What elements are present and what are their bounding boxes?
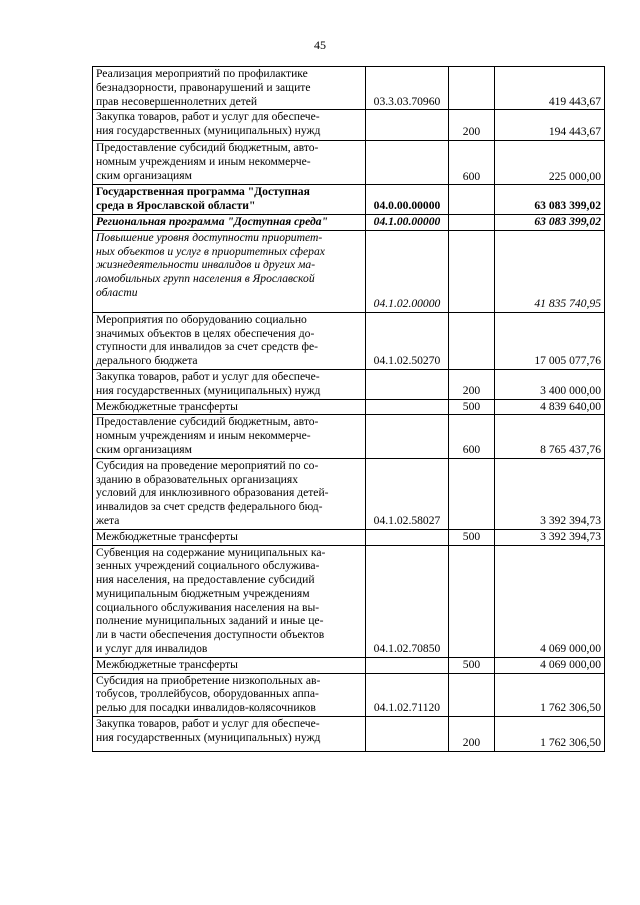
- row-name-line: среда в Ярославской области": [96, 199, 256, 213]
- row-amount: 194 443,67: [495, 110, 605, 141]
- row-name-line: Межбюджетные трансферты: [96, 399, 238, 413]
- row-code: 04.0.00.00000: [366, 185, 449, 215]
- row-name-line: социального обслуживания населения на вы-: [96, 600, 320, 614]
- table-row: [93, 657, 605, 673]
- row-code: 04.1.02.50270: [366, 312, 449, 369]
- row-expense-type: [449, 673, 495, 716]
- row-amount: 4 069 000,00: [495, 657, 605, 673]
- table-row: [93, 67, 605, 110]
- row-code: [366, 415, 449, 458]
- table-row: [93, 529, 605, 545]
- row-name-line: зенных учреждений социального обслужива-: [96, 559, 320, 573]
- row-name: [93, 673, 366, 716]
- row-expense-type: [449, 185, 495, 215]
- row-name-line: Закупка товаров, работ и услуг для обеспече-: [96, 369, 320, 383]
- row-name-line: номным учреждениям и иным некоммерче-: [96, 154, 311, 168]
- row-expense-type: 200: [449, 110, 495, 141]
- row-expense-type: 200: [449, 369, 495, 399]
- row-name-line: области: [96, 285, 138, 299]
- row-code: [366, 717, 449, 752]
- row-name-line: ли в части обеспечения доступности объектов: [96, 628, 325, 642]
- row-amount: 1 762 306,50: [495, 673, 605, 716]
- row-name-line: Повышение уровня доступности приоритет-: [96, 230, 323, 244]
- row-name: [93, 657, 366, 673]
- table-row: [93, 458, 605, 529]
- row-name: [93, 185, 366, 215]
- row-name-line: Региональная программа "Доступная среда": [96, 214, 328, 228]
- row-name-line: номным учреждениям и иным некоммерче-: [96, 429, 311, 443]
- row-name-line: инвалидов за счет средств федерального бюд-: [96, 500, 323, 514]
- table-row: [93, 214, 605, 230]
- row-expense-type: [449, 458, 495, 529]
- row-name-line: ния населения, на предоставление субсидий: [96, 573, 315, 587]
- row-code: [366, 369, 449, 399]
- row-amount: 419 443,67: [495, 67, 605, 110]
- row-code: 04.1.02.58027: [366, 458, 449, 529]
- table-row: [93, 399, 605, 415]
- row-name-line: Предоставление субсидий бюджетным, авто-: [96, 415, 319, 429]
- row-name: [93, 214, 366, 230]
- row-name: [93, 230, 366, 312]
- row-expense-type: [449, 545, 495, 657]
- row-name: [93, 545, 366, 657]
- row-name-line: безнадзорности, правонарушений и защите: [96, 80, 311, 94]
- row-name-line: Мероприятия по оборудованию социально: [96, 312, 307, 326]
- table-row: [93, 230, 605, 312]
- row-amount: 4 839 640,00: [495, 399, 605, 415]
- row-name-line: тобусов, троллейбусов, оборудованных аппа-: [96, 687, 319, 701]
- row-expense-type: 600: [449, 415, 495, 458]
- row-name-line: Закупка товаров, работ и услуг для обеспече-: [96, 717, 320, 731]
- row-name: [93, 415, 366, 458]
- row-name-line: ломобильных групп населения в Ярославской: [96, 272, 315, 286]
- row-name-line: ния государственных (муниципальных) нужд: [96, 383, 321, 397]
- row-code: [366, 399, 449, 415]
- row-name: [93, 458, 366, 529]
- table-row: [93, 312, 605, 369]
- page-number: 45: [314, 38, 326, 52]
- row-name-line: ступности для инвалидов за счет средств фе-: [96, 340, 319, 354]
- row-name: [93, 399, 366, 415]
- row-expense-type: 200: [449, 717, 495, 752]
- row-name-line: Предоставление субсидий бюджетным, авто-: [96, 140, 319, 154]
- table-row: [93, 415, 605, 458]
- row-amount: 63 083 399,02: [495, 214, 605, 230]
- row-name-line: ных объектов и услуг в приоритетных сферах: [96, 244, 325, 258]
- row-name-line: Субсидия на проведение мероприятий по со-: [96, 458, 319, 472]
- row-name-line: Субвенция на содержание муниципальных ка-: [96, 545, 326, 559]
- row-expense-type: [449, 230, 495, 312]
- table-row: [93, 110, 605, 141]
- row-amount: 8 765 437,76: [495, 415, 605, 458]
- row-code: [366, 657, 449, 673]
- row-amount: 4 069 000,00: [495, 545, 605, 657]
- table-row: [93, 545, 605, 657]
- row-name-line: муниципальным бюджетным учреждениям: [96, 586, 310, 600]
- row-name-line: Межбюджетные трансферты: [96, 657, 238, 671]
- table-row: [93, 185, 605, 215]
- row-name-line: условий для инклюзивного образования детей-: [96, 486, 329, 500]
- row-expense-type: [449, 214, 495, 230]
- row-code: [366, 140, 449, 184]
- row-name-line: полнение муниципальных заданий и иные це-: [96, 614, 324, 628]
- row-amount: 225 000,00: [495, 140, 605, 184]
- table-row: [93, 673, 605, 716]
- row-name-line: Реализация мероприятий по профилактике: [96, 67, 308, 80]
- row-name-line: жета: [96, 513, 120, 527]
- row-name-line: Субсидия на приобретение низкопольных ав-: [96, 673, 321, 687]
- row-amount: 3 400 000,00: [495, 369, 605, 399]
- row-code: 03.3.03.70960: [366, 67, 449, 110]
- row-name-line: прав несовершеннолетних детей: [96, 94, 258, 108]
- row-name-line: жизнедеятельности инвалидов и других ма-: [96, 258, 316, 272]
- row-expense-type: [449, 67, 495, 110]
- row-name-line: ским организациям: [96, 168, 192, 182]
- row-name: [93, 67, 366, 110]
- row-code: 04.1.00.00000: [366, 214, 449, 230]
- table-row: [93, 369, 605, 399]
- row-code: 04.1.02.00000: [366, 230, 449, 312]
- row-amount: 63 083 399,02: [495, 185, 605, 215]
- row-name-line: значимых объектов в целях обеспечения до-: [96, 326, 315, 340]
- row-expense-type: [449, 312, 495, 369]
- row-name-line: зданию в образовательных организациях: [96, 472, 299, 486]
- row-amount: 3 392 394,73: [495, 458, 605, 529]
- table-row: [93, 140, 605, 184]
- row-name: [93, 110, 366, 141]
- row-name-line: Государственная программа "Доступная: [96, 185, 310, 199]
- row-amount: 1 762 306,50: [495, 717, 605, 752]
- row-name-line: релью для посадки инвалидов-колясочников: [96, 701, 316, 715]
- row-code: [366, 110, 449, 141]
- row-name-line: ния государственных (муниципальных) нужд: [96, 730, 321, 744]
- row-expense-type: 500: [449, 399, 495, 415]
- row-name-line: ния государственных (муниципальных) нужд: [96, 124, 321, 138]
- row-code: 04.1.02.71120: [366, 673, 449, 716]
- row-name: [93, 529, 366, 545]
- row-name-line: Закупка товаров, работ и услуг для обеспече-: [96, 110, 320, 124]
- table-row: [93, 717, 605, 752]
- row-name: [93, 140, 366, 184]
- budget-table-body: [93, 67, 605, 752]
- row-amount: 17 005 077,76: [495, 312, 605, 369]
- row-code: [366, 529, 449, 545]
- budget-table: [92, 66, 605, 752]
- row-expense-type: 600: [449, 140, 495, 184]
- row-amount: 3 392 394,73: [495, 529, 605, 545]
- row-expense-type: 500: [449, 529, 495, 545]
- row-name: [93, 717, 366, 752]
- row-amount: 41 835 740,95: [495, 230, 605, 312]
- row-name: [93, 369, 366, 399]
- row-name-line: Межбюджетные трансферты: [96, 529, 238, 543]
- row-name-line: ским организациям: [96, 442, 192, 456]
- row-name: [93, 312, 366, 369]
- row-expense-type: 500: [449, 657, 495, 673]
- row-name-line: и услуг для инвалидов: [96, 642, 208, 656]
- row-name-line: дерального бюджета: [96, 354, 198, 368]
- row-code: 04.1.02.70850: [366, 545, 449, 657]
